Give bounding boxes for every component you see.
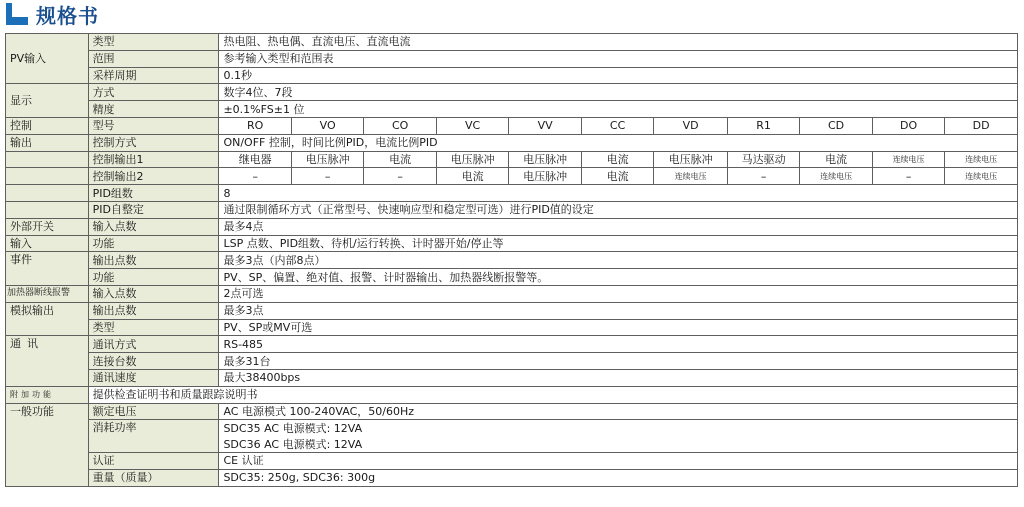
table-row [6, 134, 1018, 151]
table-row [6, 67, 1018, 84]
model-cell: VD [654, 117, 728, 134]
table-row [6, 235, 1018, 252]
output1-cell: 电压脉冲 [509, 151, 581, 168]
table-row [6, 84, 1018, 101]
row-label: 消耗功率 [88, 420, 219, 453]
category-control-line2: 输出 [6, 134, 89, 151]
category-blank [6, 168, 89, 185]
row-value: 最多3点 [219, 302, 1018, 319]
table-row [6, 185, 1018, 202]
model-cell: VO [291, 117, 363, 134]
table-row [6, 469, 1018, 486]
category-communication: 通讯 [6, 336, 89, 386]
table-row [6, 117, 1018, 134]
header-square-icon [6, 3, 28, 25]
row-label: PID组数 [88, 185, 219, 202]
category-event: 事件 [6, 252, 89, 286]
output2-cell: 连续电压 [654, 168, 728, 185]
row-value: 最多4点 [219, 218, 1018, 235]
model-cell: RO [219, 117, 291, 134]
row-label: 输入点数 [88, 218, 219, 235]
row-label: 重量（质量） [88, 469, 219, 486]
row-value: 8 [219, 185, 1018, 202]
row-label: 输入点数 [88, 285, 219, 302]
category-display: 显示 [6, 84, 89, 118]
row-value: ON/OFF 控制，时间比例PID，电流比例PID [219, 134, 1018, 151]
table-row [6, 420, 1018, 436]
row-value: 最大38400bps [219, 369, 1018, 386]
page-header [6, 0, 99, 28]
row-label: 范围 [88, 50, 219, 67]
row-value: 最多31台 [219, 353, 1018, 370]
row-value: 通过限制循环方式（正常型号、快速响应型和稳定型可选）进行PID值的设定 [219, 201, 1018, 218]
category-additional: 附加功能 [6, 386, 89, 403]
model-cell: CD [800, 117, 872, 134]
table-row [6, 369, 1018, 386]
model-cell: VC [436, 117, 508, 134]
model-cell: DO [872, 117, 944, 134]
row-value: SDC35: 250g, SDC36: 300g [219, 469, 1018, 486]
table-row [6, 452, 1018, 469]
category-external-line2: 输入 [6, 235, 89, 252]
category-pv-input: PV输入 [6, 34, 89, 84]
output2-cell: 电流 [581, 168, 653, 185]
category-blank [6, 185, 89, 202]
row-label: 型号 [88, 117, 219, 134]
table-row [6, 319, 1018, 336]
row-label: 输出点数 [88, 252, 219, 269]
model-cell: DD [945, 117, 1018, 134]
output1-cell: 马达驱动 [727, 151, 799, 168]
category-blank [6, 201, 89, 218]
row-value: 最多3点（内部8点） [219, 252, 1018, 269]
output2-cell: – [872, 168, 944, 185]
page-title: 规格书 [36, 3, 99, 28]
output2-cell: – [219, 168, 291, 185]
row-value: AC 电源模式 100-240VAC，50/60Hz [219, 403, 1018, 420]
row-value: ±0.1%FS±1 位 [219, 101, 1018, 118]
row-value: 2点可选 [219, 285, 1018, 302]
row-label: 认证 [88, 452, 219, 469]
category-external-line1: 外部开关 [6, 218, 89, 235]
output1-cell: 连续电压 [945, 151, 1018, 168]
row-label: 连接台数 [88, 353, 219, 370]
table-row [6, 218, 1018, 235]
row-label: 功能 [88, 269, 219, 286]
row-label: 控制输出2 [88, 168, 219, 185]
category-analog-output: 模拟输出 [6, 302, 89, 336]
table-row [6, 34, 1018, 51]
row-label: 采样周期 [88, 67, 219, 84]
row-label: 功能 [88, 235, 219, 252]
spec-table [5, 33, 1018, 487]
table-row [6, 168, 1018, 185]
row-value: CE 认证 [219, 452, 1018, 469]
output1-cell: 电压脉冲 [291, 151, 363, 168]
row-value: LSP 点数、PID组数、待机/运行转换、计时器开始/停止等 [219, 235, 1018, 252]
row-value: SDC35 AC 电源模式: 12VA [219, 420, 1018, 436]
row-value: 数字4位、7段 [219, 84, 1018, 101]
row-value: 0.1秒 [219, 67, 1018, 84]
table-row [6, 386, 1018, 403]
row-value: PV、SP或MV可选 [219, 319, 1018, 336]
output2-cell: 连续电压 [945, 168, 1018, 185]
row-value: 热电阻、热电偶、直流电压、直流电流 [219, 34, 1018, 51]
output2-cell: 电压脉冲 [509, 168, 581, 185]
row-label: 控制输出1 [88, 151, 219, 168]
row-value: PV、SP、偏置、绝对值、报警、计时器输出、加热器线断报警等。 [219, 269, 1018, 286]
table-row [6, 50, 1018, 67]
table-row [6, 285, 1018, 302]
output1-cell: 电流 [364, 151, 436, 168]
table-row [6, 201, 1018, 218]
output1-cell: 电流 [581, 151, 653, 168]
category-blank [6, 151, 89, 168]
table-row [6, 252, 1018, 269]
model-cell: R1 [727, 117, 799, 134]
output2-cell: – [727, 168, 799, 185]
model-cell: CC [581, 117, 653, 134]
row-value: RS-485 [219, 336, 1018, 353]
row-label: PID自整定 [88, 201, 219, 218]
row-value: 参考输入类型和范围表 [219, 50, 1018, 67]
row-label: 额定电压 [88, 403, 219, 420]
output2-cell: – [364, 168, 436, 185]
table-row [6, 403, 1018, 420]
output1-cell: 电流 [800, 151, 872, 168]
row-label: 方式 [88, 84, 219, 101]
output1-cell: 继电器 [219, 151, 291, 168]
row-label: 通讯速度 [88, 369, 219, 386]
table-row [6, 151, 1018, 168]
table-row [6, 302, 1018, 319]
row-value: 提供检查证明书和质量跟踪说明书 [88, 386, 1017, 403]
table-row [6, 336, 1018, 353]
output1-cell: 电压脉冲 [654, 151, 728, 168]
table-row [6, 353, 1018, 370]
output2-cell: 电流 [436, 168, 508, 185]
row-label: 通讯方式 [88, 336, 219, 353]
row-label: 类型 [88, 319, 219, 336]
row-value: SDC36 AC 电源模式: 12VA [219, 436, 1018, 452]
row-label: 类型 [88, 34, 219, 51]
category-control-line1: 控制 [6, 117, 89, 134]
table-row [6, 101, 1018, 118]
category-heater-break: 加热器断线报警 [6, 285, 89, 302]
row-label: 控制方式 [88, 134, 219, 151]
output2-cell: 连续电压 [800, 168, 872, 185]
category-general: 一般功能 [6, 403, 89, 486]
table-row [6, 269, 1018, 286]
row-label: 精度 [88, 101, 219, 118]
output1-cell: 电压脉冲 [436, 151, 508, 168]
output2-cell: – [291, 168, 363, 185]
model-cell: CO [364, 117, 436, 134]
model-cell: VV [509, 117, 581, 134]
row-label: 输出点数 [88, 302, 219, 319]
output1-cell: 连续电压 [872, 151, 944, 168]
